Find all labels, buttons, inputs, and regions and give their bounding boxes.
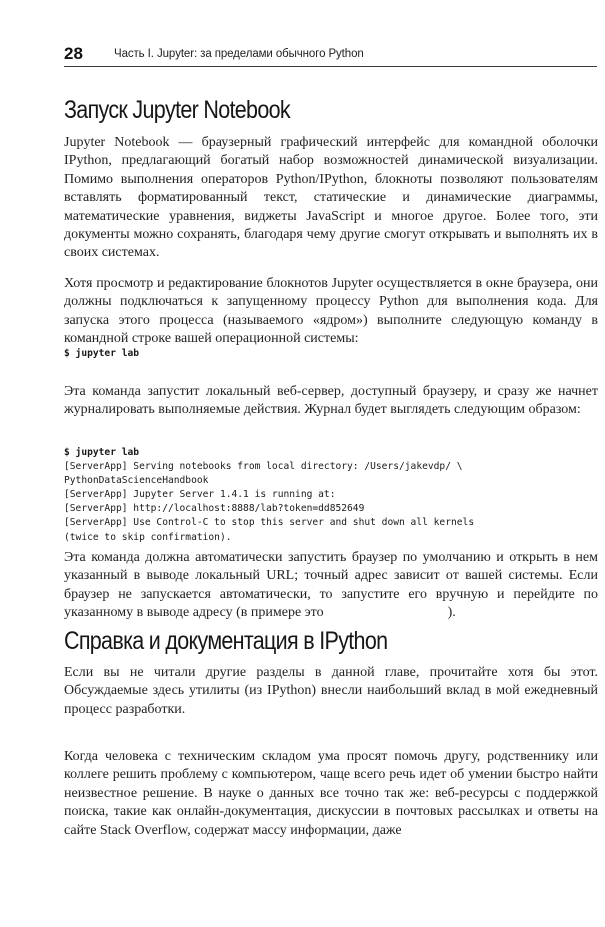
page-header [64, 44, 597, 67]
paragraph-browser-end: ). [447, 605, 456, 621]
paragraph-browser [64, 549, 598, 623]
section-title-help-docs: Справка и документация в IPython [64, 627, 388, 655]
server-log-output: [ServerApp] Serving notebooks from local directory: /Users/jakevdp/ \ PythonDataScienceHandbook [ServerApp] Jupyter Server 1.4.1 is running at: [ServerApp] http://localhost:8888/lab?token=dd852649 [ServerApp] Use Control-C to stop this server and shut down all kernels (twice to skip confirmation). [64, 461, 475, 543]
paragraph-intro: Jupyter Notebook — браузерный графический интерфейс для командной оболочки IPython, предлагающий богатый набор возможностей динамической визуализации. Помимо выполнения операторов Python/IPython, блокноты позволяют пользователям вставлять форматированный текст, статические и динамические диаграммы, математические уравнения, виджеты JavaScript и многое другое. Более того, эти документы можно сохранять, благодаря чему другие смогут открывать и выполнять их в своих системах. [64, 135, 598, 261]
paragraph-browser-text: Эта команда должна автоматически запустить браузер по умолчанию и открыть в нем указанный в выводе локальный URL; точный адрес зависит от вашей системы. Если браузер не запускается автоматически, то запустите его вручную и перейдите по указанному в выводе адресу (в примере это [64, 550, 598, 621]
paragraph-read-this: Если вы не читали другие разделы в данной главе, прочитайте хотя бы этот. Обсуждаемые здесь утилиты (из IPython) внесли наибольший вклад в мой ежедневный процесс разработки. [64, 665, 598, 717]
code-command: $ jupyter lab [64, 348, 140, 359]
page-number: 28 [64, 44, 83, 63]
code-block-server-output [64, 446, 474, 545]
code-block-launch [64, 347, 139, 361]
running-head: Часть I. Jupyter: за пределами обычного Python [114, 48, 364, 60]
paragraph-kernel: Хотя просмотр и редактирование блокнотов Jupyter осуществляется в окне браузера, они должны подключаться к запущенному процессу Python для выполнения кода. Для запуска этого процесса (называемого «ядром») выполните следующую команду в командной строке вашей операционной системы: [64, 276, 598, 347]
code-command: $ jupyter lab [64, 447, 140, 458]
paragraph-search-help: Когда человека с техническим складом ума просят помочь другу, родственнику или коллеге решить проблему с компьютером, чаще всего речь идет об умении быстро найти неизвестное решение. В науке о данных все точно так же: веб-ресурсы с поддержкой поиска, такие как онлайн-документация, дискуссии в почтовых рассылках и ответы на сайте Stack Overflow, содержат массу информации, даже [64, 749, 598, 838]
paragraph-server-log: Эта команда запустит локальный веб-сервер, доступный браузеру, и сразу же начнет журналировать выполняемые действия. Журнал будет выглядеть следующим образом: [64, 384, 598, 418]
section-title-jupyter-notebook: Запуск Jupyter Notebook [64, 96, 290, 124]
